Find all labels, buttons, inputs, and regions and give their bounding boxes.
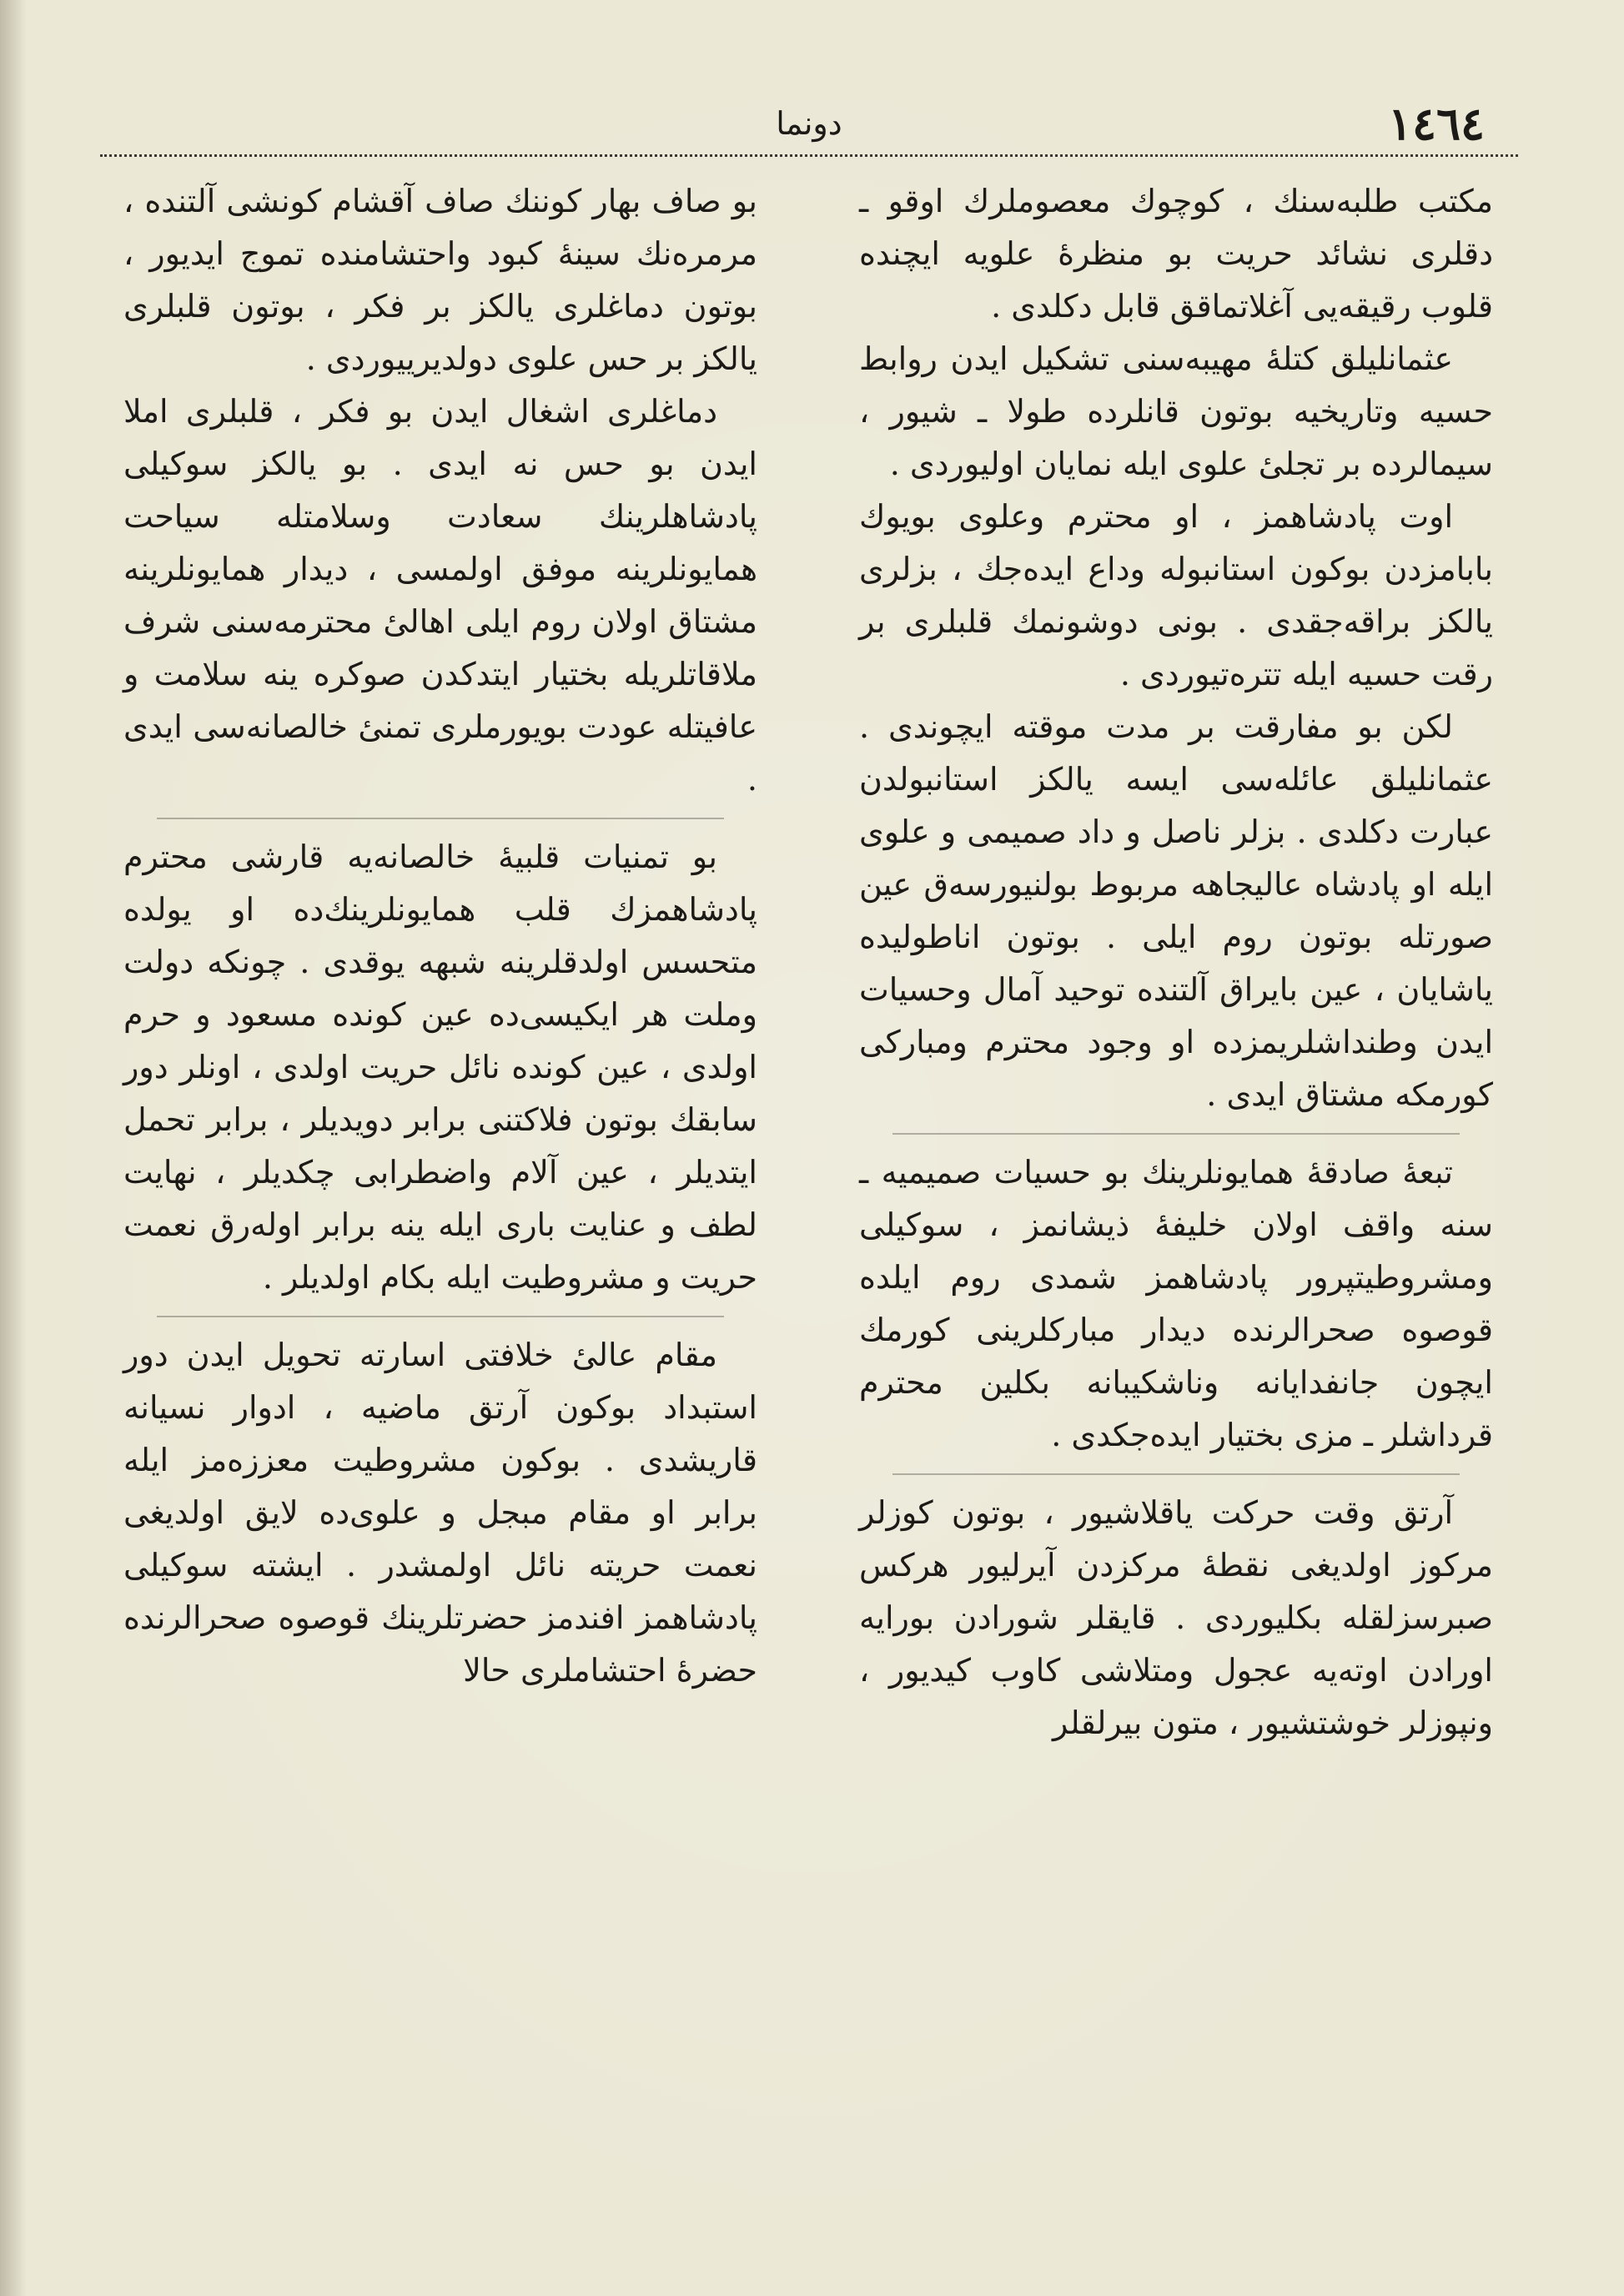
paragraph: مقام عالیٔ خلافتی اسارته تحويل ايدن دور استبداد بوكون آرتق ماضيه ، ادوار نسيانه قاريشدی . بوكون مشروطيت معززه‌مز ايله برابر او مقام مبجل و علوی‌ده لايق اولديغی نعمت حريته نائل اولمشدر . ايشته سوكيلی پادشاهمز افندمز حضرتلرينك قوصوه صحرالرنده حضرهٔ احتشاملری حالا bbox=[123, 1337, 757, 1689]
paragraph: لكن بو مفارقت بر مدت موقته ايچوندی . عثمانليلق عائله‌سی ايسه يالكز استانبولدن عبارت دكلدی . بزلر ناصل و داد صميمی و علوی ايله او پادشاه عاليجاهه مربوط بولنيورسه‌ق عين صورتله بوتون روم ايلی . بوتون اناطوليده ياشايان ، عين بايراق آلتنده توحيد آمال وحسيات ايدن وطنداشلريمزده او وجود محترم ومباركی كورمكه مشتاق ايدی . bbox=[859, 708, 1493, 1113]
paragraph: تبعهٔ صادقهٔ همايونلرينك بو حسيات صميميه ـ سنه واقف اولان خليفهٔ ذيشانمز ، سوكيلی ومشروطيتپرور پادشاهمز شمدی روم ايلده قوصوه صحرالرنده ديدار مباركلرينی كورمك ايچون جانفدايانه وناشكيبانه بكلين محترم قرداشلر ـ مزی بختيار ايده‌جكدی . bbox=[859, 1154, 1493, 1453]
running-title: دونما bbox=[776, 105, 842, 142]
left-column bbox=[123, 175, 757, 1697]
paragraph: بو صاف بهار كوننك صاف آقشام كونشی آلتنده ، مرمره‌نك سينهٔ كبود واحتشامنده تموج ايديور ، بوتون دماغلری يالكز بر فكر ، بوتون قلبلری يالكز بر حس علوی دولديرييوردی . bbox=[123, 183, 757, 377]
paragraph-separator bbox=[892, 1473, 1460, 1475]
paragraph-separator bbox=[892, 1133, 1460, 1135]
paragraph-separator bbox=[157, 1316, 724, 1317]
paragraph: مكتب طلبه‌سنك ، كوچوك معصوملرك اوقو ـ دقلری نشائد حريت بو منظرهٔ علويه ايچنده قلوب رقيقه‌يی آغلاتماقق قابل دكلدی . bbox=[859, 183, 1493, 325]
binding-shadow bbox=[0, 0, 27, 2296]
paragraph-separator bbox=[157, 818, 724, 819]
page-header bbox=[100, 98, 1518, 149]
paragraph: عثمانليلق كتلهٔ مهيبه‌سنی تشكيل ايدن روابط حسيه وتاريخيه بوتون قانلرده طولا ـ شيور ، سيمالرده بر تجلیٔ علوی ايله نمايان اوليوردی . bbox=[859, 340, 1493, 482]
paragraph: بو تمنيات قلبيهٔ خالصانه‌يه قارشی محترم پادشاهمزك قلب همايونلرينك‌ده او يولده متحسس اولدقلرينه شبهه يوقدی . چونكه دولت وملت هر ايكيسی‌ده عين كونده مسعود و حرم اولدی ، عين كونده نائل حريت اولدی ، اونلر دور سابقك بوتون فلاكتنی برابر دويديلر ، برابر تحمل ايتديلر ، عين آلام واضطرابی چكديلر ، نهايت لطف و عنايت باری ايله ينه برابر اولەرق نعمت حريت و مشروطيت ايله بكام اولديلر . bbox=[123, 838, 757, 1296]
paragraph: اوت پادشاهمز ، او محترم وعلوی بويوك بابامزدن بوكون استانبوله وداع ايده‌جك ، بزلری يالكز براقه‌جقدی . بونی دوشونمك قلبلری بر رقت حسيه ايله تتره‌تيوردی . bbox=[859, 498, 1493, 692]
header-divider bbox=[100, 154, 1518, 157]
page-number: ١٤٦٤ bbox=[1387, 97, 1485, 150]
right-column bbox=[859, 175, 1493, 1750]
paragraph: دماغلری اشغال ايدن بو فكر ، قلبلری املا ايدن بو حس نه ايدی . بو يالكز سوكيلی پادشاهلرينك سعادت وسلامتله سياحت همايونلرينه موفق اولمسی ، ديدار همايونلرينه مشتاق اولان روم ايلی اهالیٔ محترمه‌سنی شرف ملاقاتلريله بختيار ايتدكدن صوكره ينه سلامت و عافيتله عودت بويورملری تمنیٔ خالصانه‌سی ايدی . bbox=[123, 393, 757, 798]
paragraph: آرتق وقت حركت ياقلاشيور ، بوتون كوزلر مركوز اولديغی نقطهٔ مركزدن آيرليور هركس صبرسزلقله بكليوردی . قايقلر شورادن بورايه اورادن اوته‌يه عجول ومتلاشی كاوب كيديور ، ونپوزلر خوشتشيور ، متون بيرلقلر bbox=[859, 1494, 1493, 1741]
